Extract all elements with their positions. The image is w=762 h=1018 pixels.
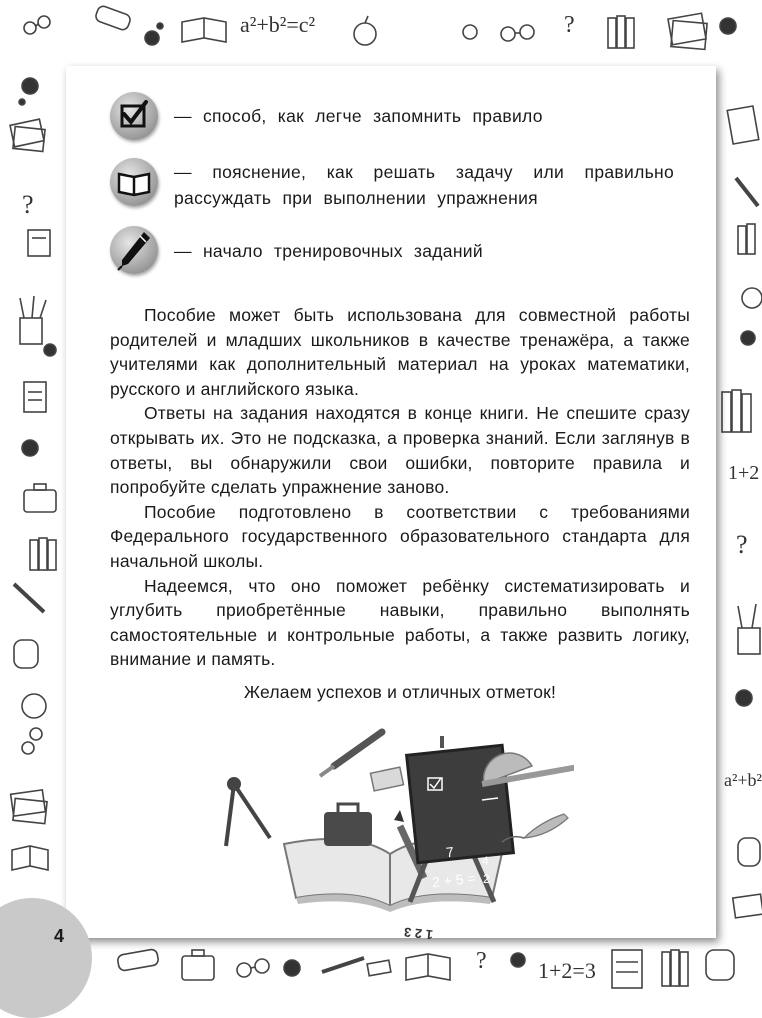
question-mark-doodle: ? xyxy=(22,190,34,219)
notebook-stack-icon xyxy=(733,894,762,918)
notepad-icon xyxy=(612,950,642,988)
notepad-icon xyxy=(24,382,46,412)
folders-icon xyxy=(722,390,751,432)
board-number: 7 xyxy=(445,843,455,861)
pencils-cup-icon xyxy=(20,296,46,344)
glasses-icon xyxy=(24,16,50,34)
notebook-stack-icon xyxy=(668,13,707,49)
notebook-stack-icon xyxy=(10,119,45,151)
page-number: 4 xyxy=(53,926,64,946)
glasses-icon xyxy=(237,959,269,977)
ink-splash-icon xyxy=(19,78,38,105)
checkmark-box-icon xyxy=(110,92,158,140)
folders-icon xyxy=(608,16,634,48)
legend-row-training xyxy=(110,226,674,274)
board-fraction-denominator: 2 xyxy=(483,872,490,886)
legend-text: — начало тренировочных заданий xyxy=(174,241,483,261)
legend-row-memorize xyxy=(110,92,674,140)
ink-splash-icon xyxy=(44,344,56,356)
open-book-icon xyxy=(406,954,450,980)
paragraph: Надеемся, что оно поможет ребёнку систематизировать и углубить приобретённые навыки, правильно выполнять самостоятельные и контрольные работы, а также развить логику, внимание и память. xyxy=(110,575,690,670)
folders-icon xyxy=(662,950,688,986)
pencil-icon xyxy=(322,958,364,972)
school-supplies-illustration xyxy=(214,726,574,943)
paragraph: Пособие подготовлено в соответствии с требованиями Федерального государственного образовательного стандарта для начальной школы. xyxy=(110,501,690,571)
folders-icon xyxy=(738,224,755,254)
apple-icon xyxy=(354,16,376,45)
backpack-icon xyxy=(738,838,760,866)
apple-icon xyxy=(22,694,46,718)
notebook-stack-icon xyxy=(11,790,47,824)
paragraph: Ответы на задания находятся в конце книги. Не спешите сразу открывать их. Это не подсказка, а проверка знаний. Если заглянув в ответы, вы обнаружили свои ошибки, повторите правила и попробуйте сделать упражнение заново. xyxy=(110,403,690,498)
eraser-icon xyxy=(370,767,403,791)
open-book-icon xyxy=(182,18,226,42)
ink-splash-icon xyxy=(720,18,736,34)
open-book-icon xyxy=(12,846,48,870)
page-sheet xyxy=(66,66,716,943)
formula-doodle: a²+b² xyxy=(724,770,762,790)
ink-splash-icon xyxy=(741,331,755,345)
formula-doodle: 1+2=3 xyxy=(538,958,596,983)
legend-text: — способ, как легче запомнить правило xyxy=(174,106,543,126)
legend-row-explanation xyxy=(110,158,674,211)
apple-small-icon xyxy=(463,25,477,39)
ink-splash-icon xyxy=(284,960,300,976)
backpack-icon xyxy=(14,640,38,668)
diploma-scroll-icon xyxy=(117,949,159,972)
board-equation: 2 + 5 = xyxy=(431,869,477,891)
glasses-icon xyxy=(501,25,534,41)
glasses-icon xyxy=(22,728,42,754)
paragraph: Пособие может быть использована для совместной работы родителей и младших школьников в качестве тренажёра, а также учителями как дополнительный материал на уроках математики, русского и английского языка. xyxy=(110,305,690,399)
formula-doodle: 1+2 xyxy=(728,462,760,484)
illustration-drawing xyxy=(214,726,574,916)
ink-splash-icon xyxy=(145,23,163,45)
folders-icon xyxy=(30,538,56,570)
question-mark-doodle: ? xyxy=(736,530,748,559)
briefcase-icon xyxy=(24,484,56,512)
compass-icon xyxy=(226,779,270,846)
question-mark-doodle: ? xyxy=(476,948,487,974)
notebook-icon xyxy=(28,230,50,256)
diploma-scroll-icon xyxy=(94,5,131,32)
book-numbers: 1 2 3 xyxy=(403,924,434,943)
pencil-icon xyxy=(14,584,44,612)
ink-splash-icon xyxy=(22,440,38,456)
briefcase-icon xyxy=(182,950,214,980)
main-text xyxy=(110,303,690,705)
pencil-icon xyxy=(736,178,758,206)
apple-icon xyxy=(742,288,762,308)
protractor-icon xyxy=(482,753,574,784)
legend-text: — пояснение, как решать задачу или правильно рассуждать при выполнении упражнения xyxy=(174,162,674,208)
briefcase-icon xyxy=(324,804,372,846)
notepad-icon xyxy=(727,106,759,144)
board-fraction-numerator: 4 xyxy=(482,854,489,868)
eraser-icon xyxy=(367,960,391,976)
formula-doodle: a²+b²=c² xyxy=(240,12,316,37)
closing-wish: Желаем успехов и отличных отметок! xyxy=(243,681,557,702)
ink-splash-icon xyxy=(511,953,525,967)
pen-icon xyxy=(320,732,382,776)
open-book-icon xyxy=(110,158,158,206)
pen-icon xyxy=(110,226,158,274)
question-mark-doodle: ? xyxy=(564,12,575,38)
pencils-cup-icon xyxy=(738,604,760,654)
ink-splash-icon xyxy=(736,690,752,706)
backpack-icon xyxy=(706,950,734,980)
